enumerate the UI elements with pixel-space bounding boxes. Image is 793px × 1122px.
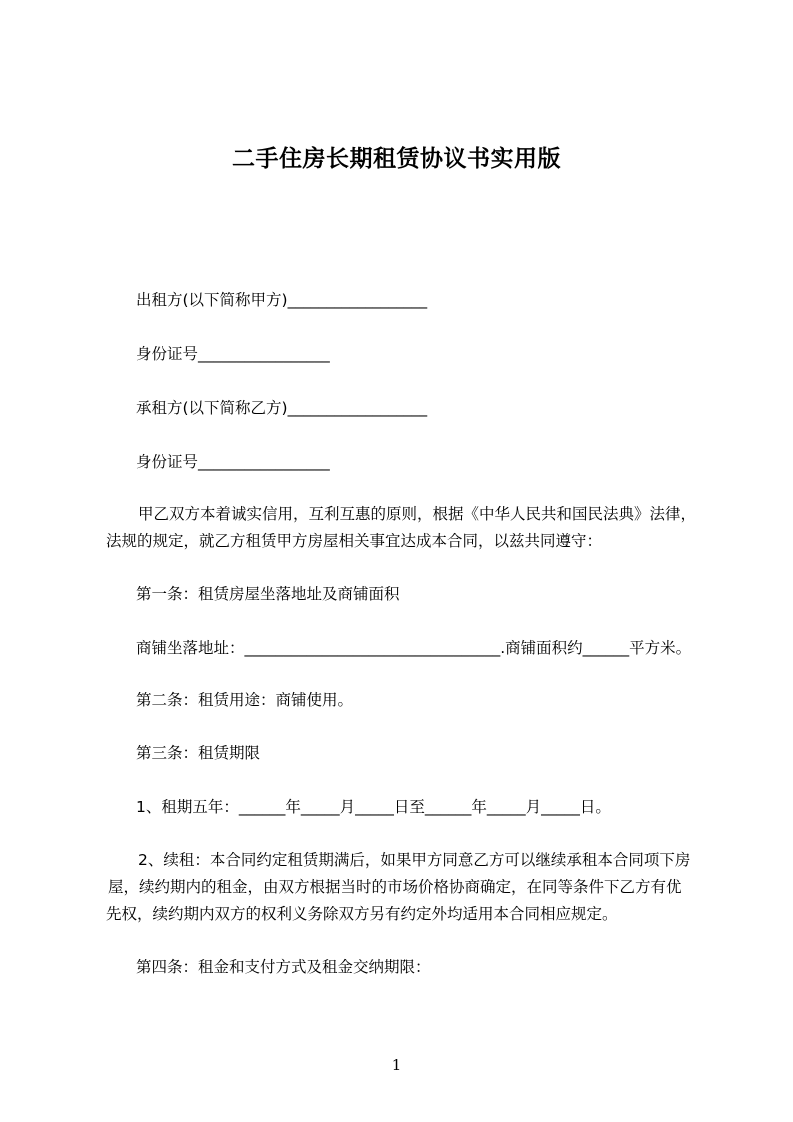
shop-address-line: 商铺坐落地址：_________________________________.商铺面积约______平方米。 (136, 639, 692, 657)
lessee-id-line: 身份证号_________________ (136, 453, 330, 471)
term-clause: 1、租期五年：______年_____月_____日至______年_____月_____日。 (136, 798, 611, 816)
page-number: 1 (391, 1056, 402, 1074)
lessor-id-line: 身份证号_________________ (136, 345, 330, 363)
lessee-line: 承租方(以下简称乙方)__________________ (136, 399, 428, 417)
renewal-clause-line-1: 2、续租：本合同约定租赁期满后，如果甲方同意乙方可以继续承租本合同项下房 (138, 851, 691, 869)
lessor-line: 出租方(以下简称甲方)__________________ (136, 291, 428, 309)
preamble-line-2: 法规的规定，就乙方租赁甲方房屋相关事宜达成本合同，以兹共同遵守： (106, 532, 603, 550)
article-1-heading: 第一条：租赁房屋坐落地址及商铺面积 (136, 585, 400, 603)
preamble-line-1: 甲乙双方本着诚实信用，互利互惠的原则，根据《中华人民共和国民法典》法律， (138, 505, 697, 523)
article-2: 第二条：租赁用途：商铺使用。 (136, 691, 354, 709)
renewal-clause-line-2: 屋，续约期内的租金，由双方根据当时的市场价格协商确定，在同等条件下乙方有优 (108, 878, 682, 896)
document-title: 二手住房长期租赁协议书实用版 (232, 146, 561, 172)
renewal-clause-line-3: 先权，续约期内双方的权利义务除双方另有约定外均适用本合同相应规定。 (106, 905, 618, 923)
article-3-heading: 第三条：租赁期限 (136, 744, 261, 762)
article-4-heading: 第四条：租金和支付方式及租金交纳期限： (136, 958, 431, 976)
